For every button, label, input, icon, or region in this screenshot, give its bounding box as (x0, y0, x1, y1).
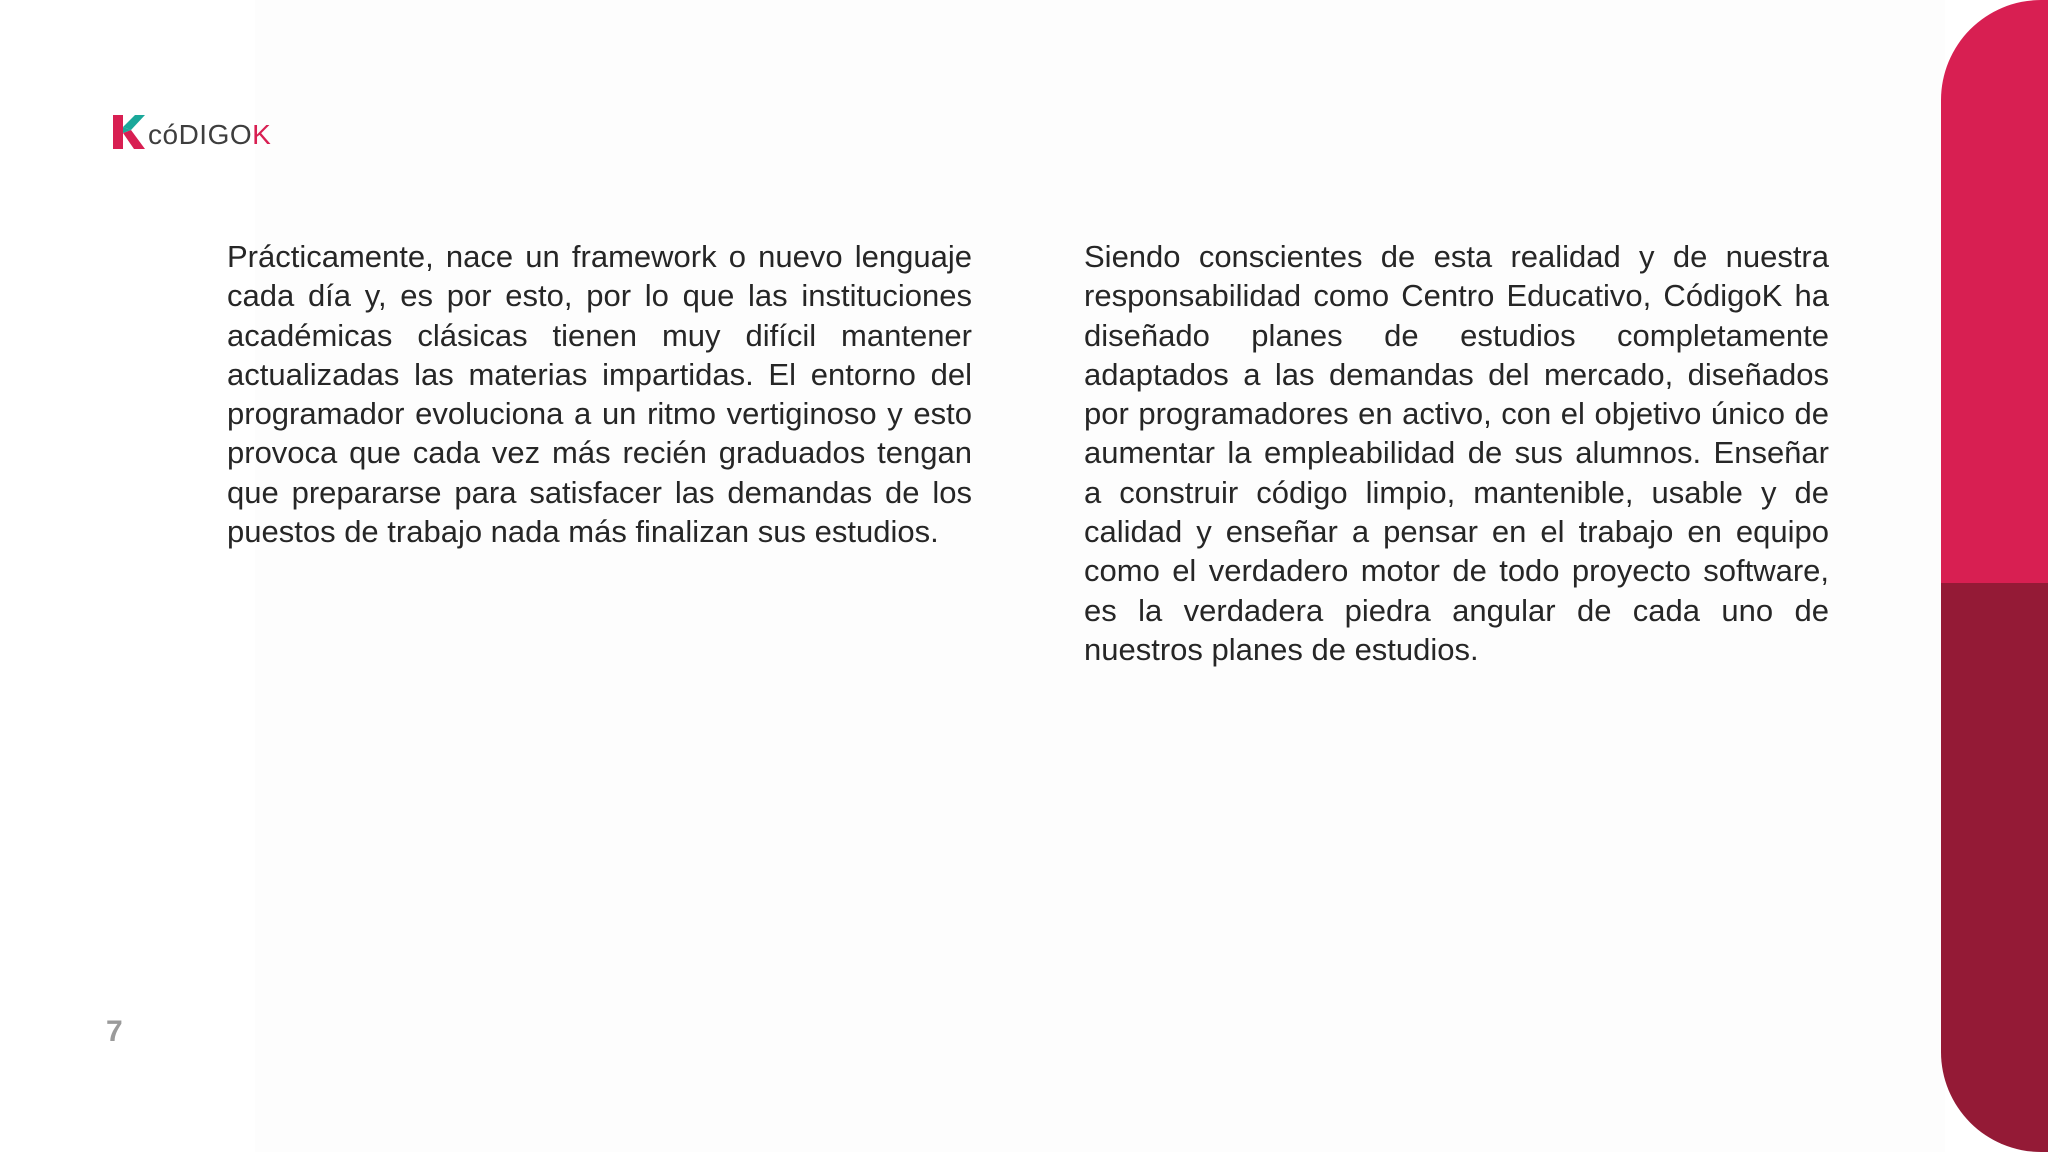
logo-wordmark-k: K (252, 119, 272, 150)
side-decoration-band (1941, 0, 2048, 1152)
logo-wordmark (148, 109, 271, 155)
side-band-top (1941, 0, 2048, 583)
right-text-column: Siendo conscientes de esta realidad y de nuestra responsabilidad como Centro Educativo, CódigoK ha diseñado planes de estudios completamente adaptados a las demandas del mercado, diseñados por programadores en activo, con el objetivo único de aumentar la empleabilidad de sus alumnos. Enseñar a construir código limpio, mantenible, usable y de calidad y enseñar a pensar en el trabajo en equipo como el verdadero motor de todo proyecto software, es la verdadera piedra angular de cada uno de nuestros planes de estudios. (1084, 239, 1829, 667)
left-text-column: Prácticamente, nace un framework o nuevo lenguaje cada día y, es por esto, por lo que las instituciones académicas clásicas tienen muy difícil mantener actualizadas las materias impartidas. El entorno del programador evoluciona a un ritmo vertiginoso y esto provoca que cada vez más recién graduados tengan que prepararse para satisfacer las demandas de los puestos de trabajo nada más finalizan sus estudios. (227, 239, 972, 550)
logo-k-mark-icon (111, 113, 145, 151)
page-number: 7 (106, 1015, 123, 1048)
side-band-bottom (1941, 583, 2048, 1152)
codigok-logo (111, 112, 271, 152)
logo-wordmark-codigo: cóDIGO (148, 119, 253, 150)
